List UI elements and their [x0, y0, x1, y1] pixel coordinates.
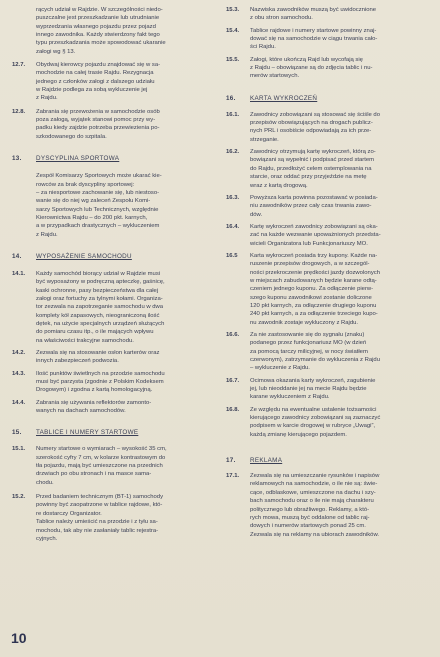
paragraph-text: Każdy samochód biorący udział w Rajdzie musi być wyposażony w podręczną apteczkę, gaśnicę, kaski ochronne, pasy bezpieczeństwa dla całej załogi oraz fortuchy za tylnymi kołami. Organiza- tor zezwala na zapotrzeganie samochodu w dwa komplety kół zapasowych, nieograniczoną ilość dętek, na użycie specjalnych urządzeń służących do pomiaru czasu itp., o ile mających wpływu na właściwości trakcyjne samochodu. [36, 270, 165, 344]
paragraph-text: Zawodnicy zobowiązani są stosować się ściśle do przepisów obowiązujących na drogach publicz- nych PRL i osobiście odpowiadają za ich prze- strzeganie. [250, 111, 380, 143]
paragraph [226, 331, 422, 373]
paragraph-text: Kartę wykroczeń zawodnicy zobowiązani są oka- zać na każde wezwanie upoważnionych przedsta- wicieli Organizatora lub Funkcjonariuszy MO. [250, 223, 381, 247]
paragraph [12, 270, 208, 345]
paragraph [12, 370, 208, 395]
paragraph-text: Za nie zastosowanie się do sygnału (znaku) podanego przez funkcjonariusz MO (w dzień za pomocą tarczy milicyjnej, w nocy światłem czerwonym), zatrzymanie do wykluczenia z Rajdu – wykluczenie z Rajdu. [250, 332, 380, 372]
clause-number: 16.7. [226, 377, 240, 384]
left-column [12, 6, 208, 543]
paragraph-text: Zezwala się na umieszczanie rysunków i napisów reklamowych na samochodzie, o ile nie są: świe- cące, odblaskowe, umieszczone na dachu i szy- bach samochodu oraz o ile nie mają charakteru politycznego lub obraźliwego. Reklamy, a któ- rych mowa, muszą być oddalone od tablic raj- dowych i numerów startowych ponad 25 cm. Zezwala się na reklamy na ubiorach zawodników. [250, 473, 380, 538]
paragraph [226, 148, 422, 190]
clause-number: 15.1. [12, 446, 26, 453]
clause-number: 14. [12, 252, 22, 260]
paragraph-text: Obydwaj kierowcy pojazdu znajdować się w sa- mochodzie na całej trasie Rajdu. Rezygnacja jednego z członków załogi z dalszego udziału w Rajdzie podlega za sobą wykluczenie jej z Rajdu. [36, 62, 161, 102]
clause-number: 15. [12, 429, 22, 437]
clause-number: 15.4. [226, 27, 240, 34]
paragraph-text: rących udział w Rajdzie. W szczególności niedo- puszczalne jest przeszkadzanie lub utrudnianie wyprzedzania własnego pojazdu przez pojazd innego zawodnika. Każdy stwierdzony fakt tego typu przeszkadzania może spowodować ukaranie załogi wg § 13. [36, 7, 166, 55]
paragraph [226, 472, 422, 539]
clause-number: 13. [12, 155, 22, 163]
paragraph-text: Ocimowa okazania karty wykroczeń, zagubienie jej, lub nieoddanie jej na mecie Rajdu będzie karane wykluczeniem z Rajdu. [250, 377, 376, 401]
heading-text: DYSCYPLINA SPORTOWA [36, 155, 120, 163]
clause-number: 14.4. [12, 399, 26, 406]
paragraph [226, 6, 422, 23]
clause-number: 12.7. [12, 62, 26, 69]
paragraph [226, 223, 422, 248]
right-column [226, 6, 422, 539]
paragraph [12, 399, 208, 416]
paragraph [226, 56, 422, 81]
section-heading [226, 456, 422, 465]
clause-number: 17.1. [226, 473, 240, 480]
clause-number: 17. [226, 457, 236, 465]
clause-number: 16.6. [226, 332, 240, 338]
paragraph-text: Ilość punktów świetlnych na przodzie samochodu musi być parzysta (zgodnie z Polskim Kodeksem Drogowym) i zgodna z kartą homologacyjną. [36, 370, 165, 394]
clause-number: 15.2. [12, 494, 26, 501]
paragraph-text: Tablice rajdowe i numery startowe powinny znaj- dować się na samochodzie w ciągu trwania cało- ści Rajdu. [250, 27, 378, 51]
paragraph [12, 6, 208, 56]
page-number: 10 [11, 630, 27, 646]
clause-number: 15.3. [226, 7, 240, 13]
paragraph [12, 349, 208, 366]
heading-text: KARTA WYKROCZEŃ [250, 94, 318, 102]
paragraph [226, 252, 422, 327]
clause-number: 16.4. [226, 223, 240, 230]
heading-text: TABLICE I NUMERY STARTOWE [36, 429, 139, 437]
paragraph [226, 27, 422, 52]
section-heading [12, 428, 208, 437]
paragraph [226, 406, 422, 439]
paragraph-text: Zabrania się używania reflektorów zamonto- wanych na dachach samochodów. [36, 399, 152, 415]
section-heading [226, 94, 422, 103]
clause-number: 16. [226, 94, 236, 102]
clause-number: 14.1. [12, 270, 26, 277]
clause-number: 15.5. [226, 56, 240, 63]
clause-number: 16.2. [226, 149, 240, 156]
paragraph [12, 108, 208, 141]
paragraph [226, 377, 422, 402]
paragraph [226, 194, 422, 219]
paragraph-text: Zabrania się przewożenia w samochodzie osób poza załogą, wyjątek stanowi pomoc przy wy- padku kiedy zajdzie potrzeba przewiezienia po- szkodowanego do szpitala. [36, 108, 160, 140]
clause-number: 16.1. [226, 111, 240, 118]
clause-number: 16.8. [226, 406, 240, 413]
paragraph-text: Numery startowe o wymiarach – wysokość 35 cm, szerokość cyfry 7 cm, w kolarze kontrastowym do tła pojazdu, mają być umieszczone na przednich drzwiach po obu stronach i na masce sama- chodu. [36, 446, 167, 486]
paragraph [226, 111, 422, 144]
paragraph-text: Karta wykroczeń posiada trzy kupony. Każde na- ruszenie przepisów drogowych, a w szczegól- ności przekroczenie prędkości jazdy dozwolonych w miejscach zabudowanych będzie karane odtą- czeniem jednego kuponu. Za odłączenie pierw- szego kuponu zawodnikowi zostanie doliczone 120 pkt karnych, za odłączenie drugiego kuponu 240 pkt karnych, a za odłączenie trzeciego kupo- nu zawodnik zostaje wykluczony z Rajdu. [250, 252, 380, 326]
clause-number: 14.2. [12, 350, 26, 356]
heading-text: WYPOSAŻENIE SAMOCHODU [36, 252, 132, 260]
section-heading [12, 252, 208, 261]
paragraph-text: Zespół Komisarzy Sportowych może ukarać kie- rowców za brak dyscypliny sportowej: – za niesportowe zachowanie się, lub niestoso- wanie się do niej wg zaleceń Zespołu Komi- sarzy Sportowych lub Technicznych, względnie Kierownictwa Rajdu – do 200 pkt. karnych, a w przypadkach drastycznych – wykluczeniem z Rajdu. [36, 173, 162, 238]
paragraph [12, 445, 208, 487]
paragraph-text: Załogi, które ukończą Rajd lub wycofają się z Rajdu – obowiązane są do zdjęcia tablic i nu- merów startowych. [250, 56, 373, 80]
paragraph-text: Ze względu na ewentualne ustalenie tożsamości kierującego zawodnicy zobowiązani są zaznaczyć podpisem w karcie drogowej w rubryce „Uwagi”, każdą zmianę kierującego pojazdem. [250, 406, 381, 438]
paragraph-text: Powyższa karta powinna pozostawać w posiada- niu zawodników przez cały czas trwania zawo- dów. [250, 194, 378, 218]
paragraph-text: Zezwala się na stosowanie osłon karterów oraz innych zabezpieczeń podwozia. [36, 350, 160, 365]
paragraph [12, 172, 208, 239]
clause-number: 14.3. [12, 370, 26, 377]
paragraph [12, 493, 208, 543]
section-heading [12, 154, 208, 163]
clause-number: 16.3. [226, 194, 240, 201]
paragraph-text: Zawodnicy otrzymują kartę wykroczeń, którą zo- bowiązani są wypełnić i podpisać przed startem do Rajdu, przedłożyć celem ostemplowania na starcie, oraz oddać przy przyjeździe na metę wraz z kartą drogową. [250, 149, 376, 189]
paragraph-text: Przed badaniem technicznym (BT-1) samochody powinny być zaopatrzone w tablice rajdowe, któ- re dostarczy Organizator. Tablice należy umieścić na przodzie i z tyłu sa- mochodu, tak aby nie zasłaniały tablic rejestra- cyjnych. [36, 494, 164, 542]
heading-text: REKLAMA [250, 457, 283, 465]
paragraph [12, 61, 208, 103]
paragraph-text: Nazwiska zawodników muszą być uwidocznione z obu stron samochodu. [250, 7, 377, 22]
clause-number: 12.8. [12, 108, 26, 115]
clause-number: 16.5 [226, 252, 238, 259]
